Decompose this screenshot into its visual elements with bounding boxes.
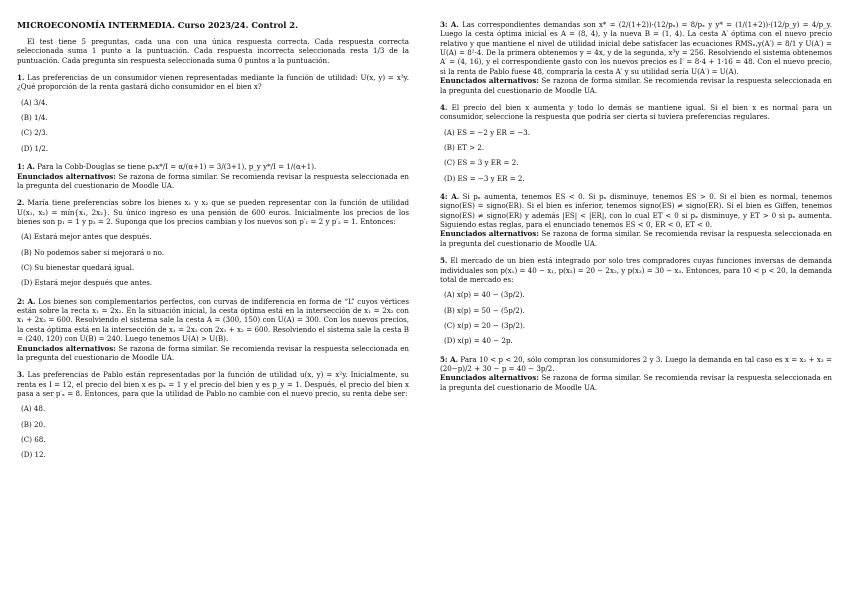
answer-2: 2: A. Los bienes son complementarios perfectos, con curvas de indiferencia en forma de “L” cuyos vértices están sobre la recta x₁ = 2x₂. En la situación inicial, la cesta óptima está en la intersección de x₁ = 2x₂ con x₁ + 2x₂ = 600. Resolviendo el sistema sale la cesta A = (300, 150) con U(A) = 300. Con los nuevos precios, la cesta óptima está en la intersección de x₁ = 2x₂ con 2x₁ + x₂ = 600. Resolviendo el sistema sale la cesta B = (240, 120) con U(B) = 240. Luego tenemos U(A) > U(B).: [17, 296, 409, 344]
answer-1: 1: A. Para la Cobb-Douglas se tiene pₓx*/I = α/(α+1) = 3/(3+1), p_y y*/I = 1/(α+1).: [17, 162, 317, 172]
question-4: 4. El precio del bien x aumenta y todo lo demás se mantiene igual. Si el bien x es normal para un consumidor, seleccione la respuesta que podría ser cierta si tuviera preferencias regulares.: [440, 102, 832, 122]
question-5-options: [440, 290, 832, 345]
right-column: [440, 20, 832, 400]
question-5-option-a: (A) x(p) = 40 − (3p/2).: [444, 290, 525, 300]
question-5: 5. El mercado de un bien está integrado por solo tres compradores cuyas funciones inversas de demanda individuales son p(x₁) = 40 − x₁, p(x₂) = 20 − 2x₂, y p(x₃) = 30 − x₃. Entonces, para 10 < p < 20, la demanda total de mercado es:: [440, 256, 832, 284]
question-3-option-d: (D) 12.: [21, 450, 46, 460]
left-column: [17, 20, 409, 469]
alternatives-1: Enunciados alternativos: Se razona de forma similar. Se recomienda revisar la respuesta seleccionada en la pregunta del cuestionario de Moodle UA.: [17, 171, 410, 190]
alternatives-2: Enunciados alternativos: Se razona de forma similar. Se recomienda revisar la respuesta seleccionada en la pregunta del cuestionario de Moodle UA.: [17, 343, 410, 362]
answer-3: 3: A. Las correspondientes demandas son x* = (2/(1+2))·(12/pₓ) = 8/pₓ y y* = (1/(1+2))·(12/p_y) = 4/p_y. Luego la cesta óptima inicial es A = (8, 4), y la nueva B = (1, 4). La cesta A′ óptima con el nuevo precio relativo y que mantiene el nivel de utilidad inicial debe satisfacer las ecuaciones RMSₓ,y(A′) = 8/1 y U(A′) = U(A) = 8²·4. De la primera obtenemos y = 4x, y de la segunda, x³y = 256. Resolviendo el sistema obtenemos A′ = (4, 16), y el correspondiente gasto con los nuevos precios es I′ = 8·4 + 1·16 = 48. Con el nuevo precio, si la renta de Pablo fuese 48, compraría la cesta A′ y su utilidad sería U(A′) = U(A).: [440, 20, 833, 76]
question-2-option-d: (D) Estará mejor después que antes.: [21, 278, 153, 288]
alternatives-3: Enunciados alternativos: Se razona de forma similar. Se recomienda revisar la respuesta seleccionada en la pregunta del cuestionario de Moodle UA.: [440, 76, 833, 95]
question-2-options: [17, 232, 409, 287]
question-1-option-c: (C) 2/3.: [21, 128, 48, 138]
question-3-option-a: (A) 48.: [21, 404, 46, 414]
question-1-options: [17, 98, 409, 153]
question-2-option-a: (A) Estará mejor antes que después.: [21, 232, 152, 242]
question-2: 2. María tiene preferencias sobre los bienes x₁ y x₂ que se pueden representar con la función de utilidad U(x₁, x₂) = mín{x₁, 2x₂}. Su único ingreso es una pensión de 600 euros. Inicialmente los precios de los bienes son p₁ = 1 y p₂ = 2. Suponga que los precios cambian y los nuevos son p′₁ = 2 y p′₂ = 1. Entonces:: [17, 198, 409, 226]
alternatives-4: Enunciados alternativos: Se razona de forma similar. Se recomienda revisar la respuesta seleccionada en la pregunta del cuestionario de Moodle UA.: [440, 229, 833, 248]
question-4-option-b: (B) ET > 2.: [444, 142, 485, 152]
question-3-option-c: (C) 68.: [21, 435, 46, 445]
question-5-option-c: (C) x(p) = 20 − (3p/2).: [444, 320, 525, 330]
question-3-option-b: (B) 20.: [21, 419, 46, 429]
question-4-option-a: (A) ES = −2 y ER = −3.: [444, 127, 531, 137]
question-1: 1. Las preferencias de un consumidor vienen representadas mediante la función de utilidad: U(x, y) = x³y. ¿Qué proporción de la renta gastará dicho consumidor en el bien x?: [17, 73, 409, 92]
question-5-option-b: (B) x(p) = 50 − (5p/2).: [444, 305, 525, 315]
exam-instructions: El test tiene 5 preguntas, cada una con una única respuesta correcta. Cada respuesta correcta seleccionada suma 1 punto a la puntuación. Cada respuesta incorrecta seleccionada resta 1/3 de la puntuación. Cada pregunta sin respuesta seleccionada suma 0 puntos a la puntuación.: [17, 36, 409, 65]
alternatives-5: Enunciados alternativos: Se razona de forma similar. Se recomienda revisar la respuesta seleccionada en la pregunta del cuestionario de Moodle UA.: [440, 373, 833, 392]
answer-5: 5: A. Para 10 < p < 20, sólo compran los consumidores 2 y 3. Luego la demanda en tal caso es x = x₂ + x₃ = (20−p)/2 + 30 − p = 40 − 3p/2.: [440, 354, 833, 374]
question-4-options: [440, 128, 832, 183]
question-5-option-d: (D) x(p) = 40 − 2p.: [444, 336, 513, 346]
question-2-option-c: (C) Su bienestar quedará igual.: [21, 263, 135, 273]
question-1-option-d: (D) 1/2.: [21, 143, 49, 153]
question-4-option-d: (D) ES = −3 y ER = 2.: [444, 173, 525, 183]
question-3: 3. Las preferencias de Pablo están representadas por la función de utilidad u(x, y) = x²y. Inicialmente, su renta es I = 12, el precio del bien x es pₓ = 1 y el precio del bien y es p_y = 1. Después, el precio del bien x pasa a ser p′ₓ = 8. Entonces, para que la utilidad de Pablo no cambie con el nuevo precio, su renta debe ser:: [17, 370, 409, 398]
question-1-option-a: (A) 3/4.: [21, 97, 48, 107]
answer-4: 4: A. Si pₓ aumenta, tenemos ES < 0. Si pₓ disminuye, tenemos ES > 0. Si el bien es normal, tenemos signo(ES) = signo(ER). Si el bien es inferior, tenemos signo(ES) ≠ signo(ER). Si el bien es Giffen, tenemos signo(ES) ≠ signo(ER) y además |ES| < |ER|, con lo cual ET < 0 si pₓ disminuye, y ET > 0 si pₓ aumenta. Siguiendo estas reglas, para el enunciado tenemos ES < 0, ER < 0, ET < 0.: [440, 192, 832, 230]
question-2-option-b: (B) No podemos saber si mejorará o no.: [21, 247, 164, 257]
question-1-option-b: (B) 1/4.: [21, 113, 48, 123]
exam-title: MICROECONOMÍA INTERMEDIA. Curso 2023/24. Control 2.: [17, 20, 298, 30]
question-4-option-c: (C) ES = 3 y ER = 2.: [444, 158, 519, 168]
question-3-options: [17, 404, 409, 459]
